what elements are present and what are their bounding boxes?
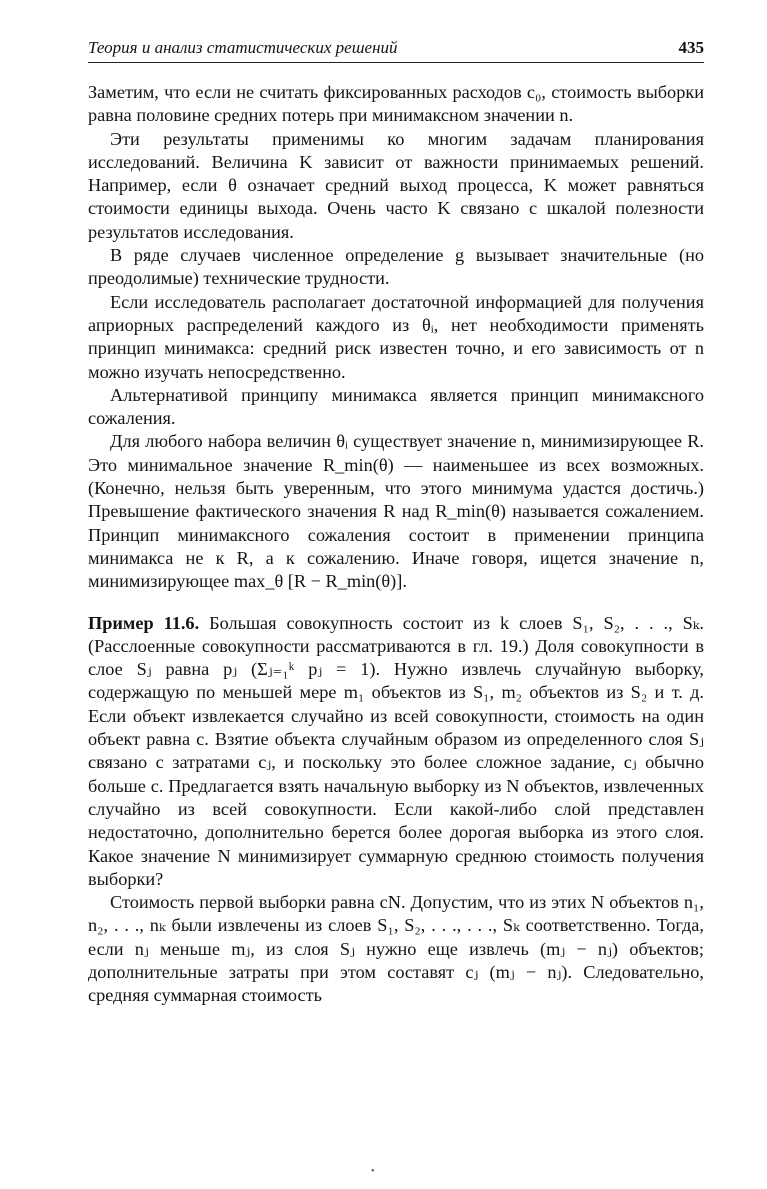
page-number: 435	[678, 38, 704, 57]
paragraph-technical-difficulties: В ряде случаев численное определение g вызывает значительные (но преодолимые) технические трудности.	[88, 245, 704, 289]
running-title: Теория и анализ статистических решений	[88, 38, 398, 57]
example-text: Большая совокупность состоит из k слоев S₁, S₂, . . ., Sₖ. (Расслоенные совокупности рассматриваются в гл. 19.) Доля совокупности в слое Sⱼ равна pⱼ (Σⱼ₌₁ᵏ pⱼ = 1). Нужно извлечь случайную выборку, содержащую по меньшей мере m₁ объектов из S₁, m₂ объектов из S₂ и т. д. Если объект извлекается случайно из всей совокупности, стоимость на один объект равна c. Взятие объекта случайным образом из определенного слоя Sⱼ связано с затратами cⱼ, и поскольку это более сложное задание, cⱼ обычно больше c. Предлагается взять начальную выборку из N объектов, извлеченных случайно из всей совокупности. Если какой-либо слой представлен недостаточно, дополнительно берется более дорогая выборка из этого слоя. Какое значение N минимизирует суммарную среднюю стоимость получения выборки?	[88, 612, 704, 889]
paragraph-solution-start: Стоимость первой выборки равна cN. Допустим, что из этих N объектов n₁, n₂, . . ., nₖ были извлечены из слоев S₁, S₂, . . ., . . ., Sₖ соответственно. Тогда, если nⱼ меньше mⱼ, из слоя Sⱼ нужно еще извлечь (mⱼ − nⱼ) объектов; дополнительные затраты при этом составят cⱼ (mⱼ − nⱼ). Следовательно, средняя суммарная стоимость	[88, 892, 704, 1006]
example-label: Пример 11.6.	[88, 612, 200, 633]
page-body	[88, 81, 704, 1008]
paragraph-fixed-costs: Заметим, что если не считать фиксированных расходов c₀, стоимость выборки равна половине средних потерь при минимаксном значении n.	[88, 82, 704, 126]
example-11-6	[88, 612, 704, 892]
paragraph-prior-information: Если исследователь располагает достаточной информацией для получения априорных распределений каждого из θᵢ, нет необходимости применять принцип минимакса: средний риск известен точно, и его зависимость от n можно изучать непосредственно.	[88, 291, 704, 382]
paragraph-minimax-regret-intro: Альтернативой принципу минимакса является принцип минимаксного сожаления.	[88, 384, 704, 429]
running-header	[88, 38, 704, 63]
paragraph-regret-definition: Для любого набора величин θᵢ существует значение n, минимизирующее R. Это минимальное значение R_min(θ) — наименьшее из всех возможных. (Конечно, нельзя быть уверенным, что этого минимума удастся достичь.) Превышение фактического значения R над R_min(θ) называется сожалением. Принцип минимаксного сожаления состоит в применении принципа минимакса не к R, а к сожалению. Иначе говоря, ищется значение n, минимизирующее max_θ [R − R_min(θ)].	[88, 431, 704, 592]
paragraph-applications: Эти результаты применимы ко многим задачам планирования исследований. Величина K зависит от важности принимаемых решений. Например, если θ означает средний выход процесса, K может равняться стоимости единицы выхода. Очень часто K связано с шкалой полезности результатов исследования.	[88, 128, 704, 242]
book-page	[88, 38, 704, 1008]
bottom-dot-mark: •	[371, 1166, 375, 1177]
